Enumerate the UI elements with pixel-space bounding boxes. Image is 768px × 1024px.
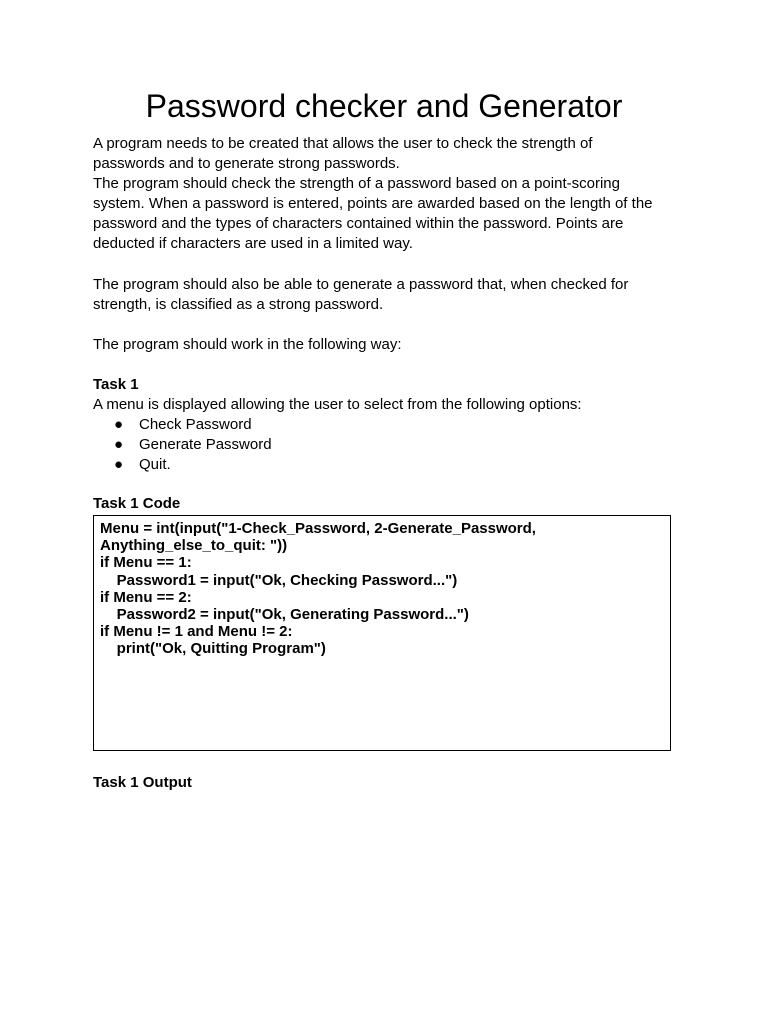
code-line: if Menu == 2: [100, 588, 192, 606]
code-box [93, 515, 671, 751]
code-line: if Menu == 1: [100, 554, 192, 572]
generate-line: The program should also be able to generate a password that, when checked for [93, 276, 629, 293]
output-heading: Task 1 Output [93, 774, 192, 791]
option-label: Check Password [139, 416, 252, 433]
code-heading: Task 1 Code [93, 495, 181, 512]
generate-paragraph [93, 275, 683, 315]
task1-heading: Task 1 [93, 376, 139, 393]
generate-line: strength, is classified as a strong password. [93, 296, 384, 313]
code-line: Password2 = input("Ok, Generating Password...") [100, 606, 469, 624]
list-item [93, 435, 683, 455]
work-paragraph [93, 335, 683, 355]
intro-line: system. When a password is entered, points are awarded based on the length of the [93, 195, 653, 212]
page-title: Password checker and Generator [145, 88, 623, 124]
intro-line: password and the types of characters contained within the password. Points are [93, 215, 624, 232]
intro-line: deducted if characters are used in a limited way. [93, 235, 413, 252]
work-text: The program should work in the following way: [93, 336, 402, 353]
intro-line: The program should check the strength of a password based on a point-scoring [93, 175, 620, 192]
intro-line: passwords and to generate strong passwords. [93, 155, 400, 172]
bullet-icon: ● [114, 456, 124, 473]
task1-description: A menu is displayed allowing the user to select from the following options: [93, 396, 582, 413]
option-label: Quit. [139, 456, 171, 473]
task1-section [93, 375, 683, 475]
code-line: if Menu != 1 and Menu != 2: [100, 623, 293, 641]
bullet-icon: ● [114, 416, 124, 433]
code-line: print("Ok, Quitting Program") [100, 640, 326, 658]
code-line: Anything_else_to_quit: ")) [100, 537, 288, 555]
list-item [93, 455, 683, 475]
option-label: Generate Password [139, 436, 272, 453]
intro-line: A program needs to be created that allows the user to check the strength of [93, 135, 593, 152]
list-item [93, 415, 683, 435]
menu-options-list [93, 415, 683, 475]
bullet-icon: ● [114, 436, 124, 453]
code-line: Menu = int(input("1-Check_Password, 2-Generate_Password, [100, 520, 536, 537]
intro-paragraph [93, 134, 683, 254]
code-line: Password1 = input("Ok, Checking Password...") [100, 571, 458, 589]
